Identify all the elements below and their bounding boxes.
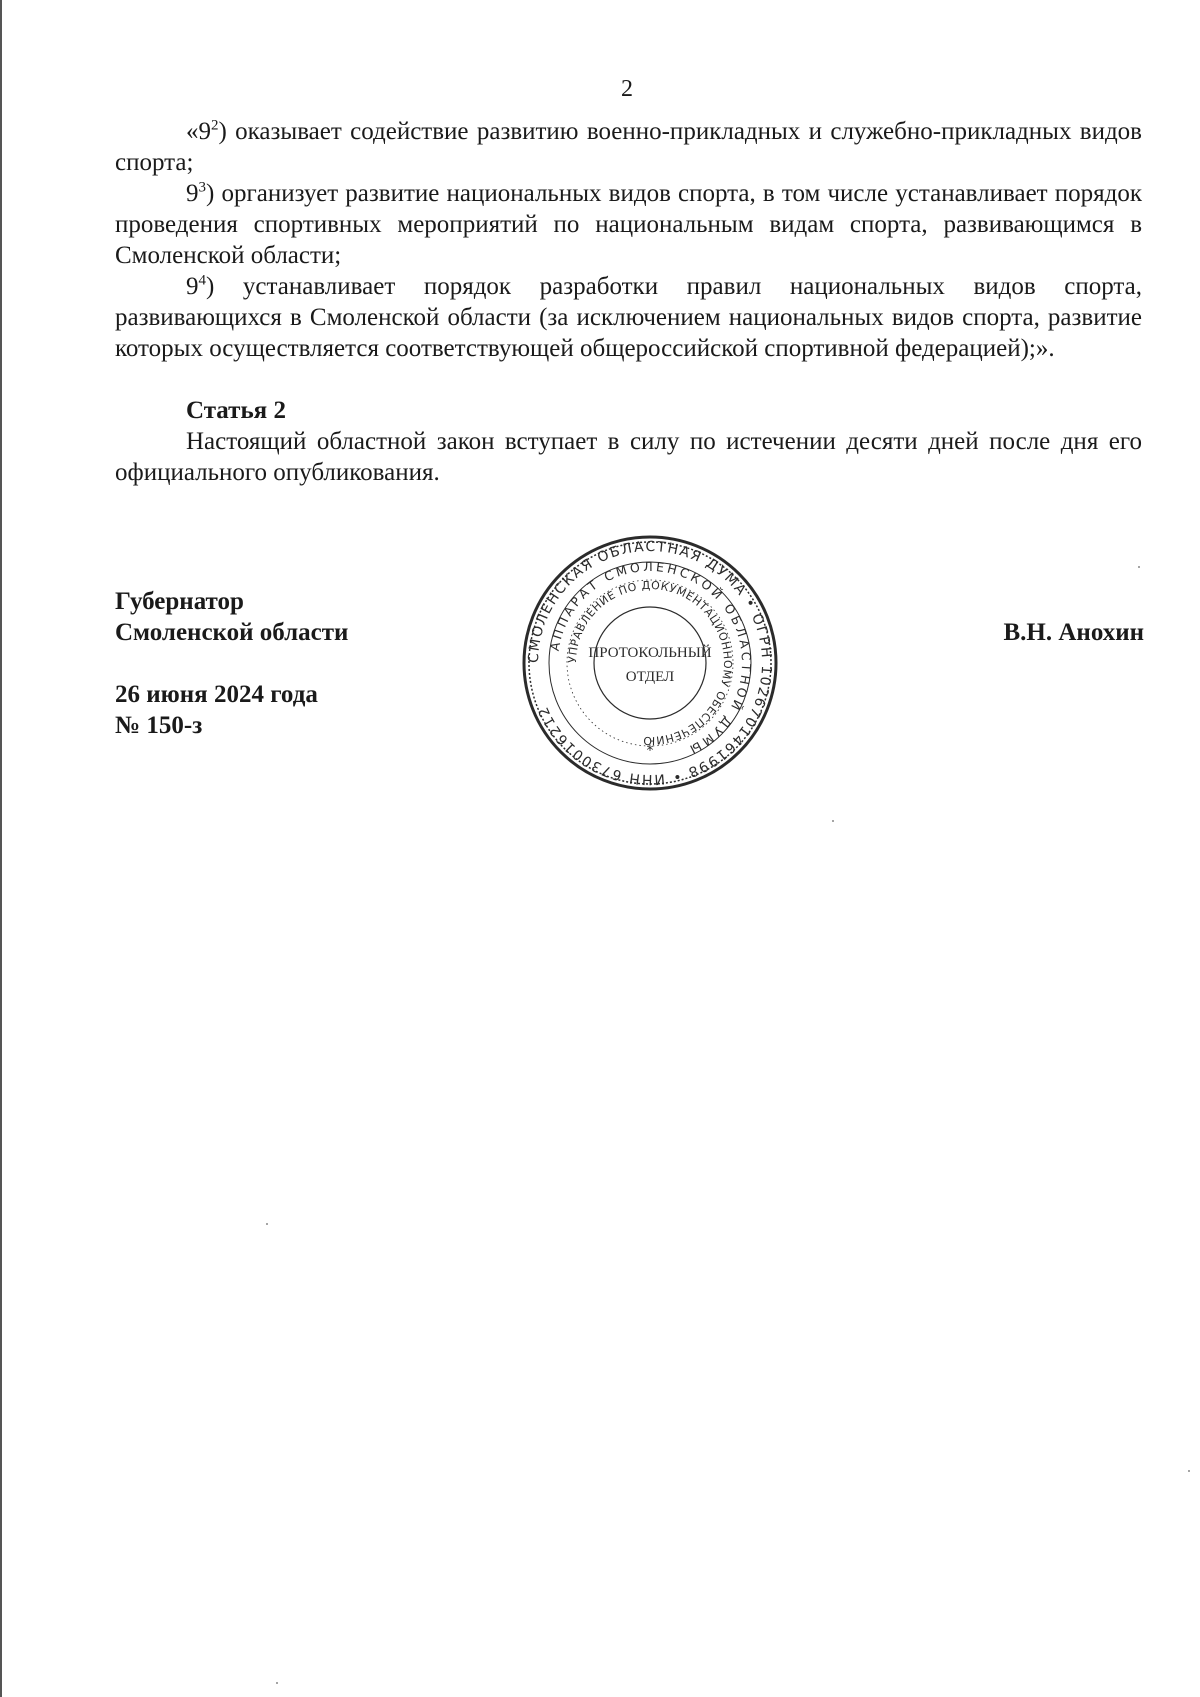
signatory-position: Губернатор [115, 588, 244, 615]
scan-speck [276, 1682, 278, 1684]
paragraph-text: ) устанавливает порядок разработки правил национальных видов спорта, развивающихся в Смоленской области (за исключением национальных видов спорта, развитие которых осуществляется соответствующей общероссийской спортивной федерацией);». [115, 273, 1142, 362]
law-date: 26 июня 2024 года [115, 681, 318, 708]
star-icon: * [646, 743, 654, 759]
scan-speck [1138, 566, 1140, 568]
seal-inner-text: УПРАВЛЕНИЕ ПО ДОКУМЕНТАЦИОННОМУ ОБЕСПЕЧЕНИЮ [565, 578, 735, 748]
seal-middle-text: АППАРАТ СМОЛЕНСКОЙ ОБЛАСТНОЙ ДУМЫ [546, 558, 755, 759]
document-body [115, 116, 1142, 488]
paragraph-number: 9 [186, 273, 199, 300]
article-2-text: Настоящий областной закон вступает в силу по истечении десяти дней после дня его официального опубликования. [115, 428, 1142, 486]
article-2-title: Статья 2 [186, 397, 286, 424]
seal-center-line-2: ОТДЕЛ [625, 669, 675, 685]
seal-outer-text: СМОЛЕНСКАЯ ОБЛАСТНАЯ ДУМА • ОГРН 1026701461998 • ИНН 6730016212 [525, 538, 775, 788]
page-number: 2 [621, 76, 633, 102]
page-left-edge [0, 0, 2, 1697]
paragraph-superscript: 3 [198, 179, 206, 196]
paragraph-superscript: 2 [211, 117, 219, 134]
paragraph-number: «9 [186, 118, 211, 145]
paragraph-text: ) оказывает содействие развитию военно-прикладных и служебно-прикладных видов спорта; [115, 118, 1142, 176]
scan-speck [1188, 1470, 1190, 1472]
paragraph-superscript: 4 [198, 272, 206, 289]
svg-text:УПРАВЛЕНИЕ ПО ДОКУМЕНТАЦИОННОМ [566, 579, 734, 747]
paragraph-9-3 [115, 178, 1142, 271]
law-number: № 150-з [115, 712, 203, 739]
paragraph-text: ) организует развитие национальных видов спорта, в том числе устанавливает порядок проведения спортивных мероприятий по национальным видам спорта, развивающимся в Смоленской области; [115, 180, 1142, 269]
signatory-name: В.Н. Анохин [1003, 619, 1144, 646]
paragraph-9-4 [115, 271, 1142, 364]
seal-center-line-1: ПРОТОКОЛЬНЫЙ [588, 645, 712, 661]
paragraph-9-2 [115, 116, 1142, 178]
paragraph-number: 9 [186, 180, 199, 207]
official-seal-stamp [520, 533, 780, 793]
signatory-region: Смоленской области [115, 619, 349, 646]
signature-block [115, 586, 348, 741]
scan-speck [266, 1223, 268, 1225]
scan-speck [832, 820, 834, 822]
